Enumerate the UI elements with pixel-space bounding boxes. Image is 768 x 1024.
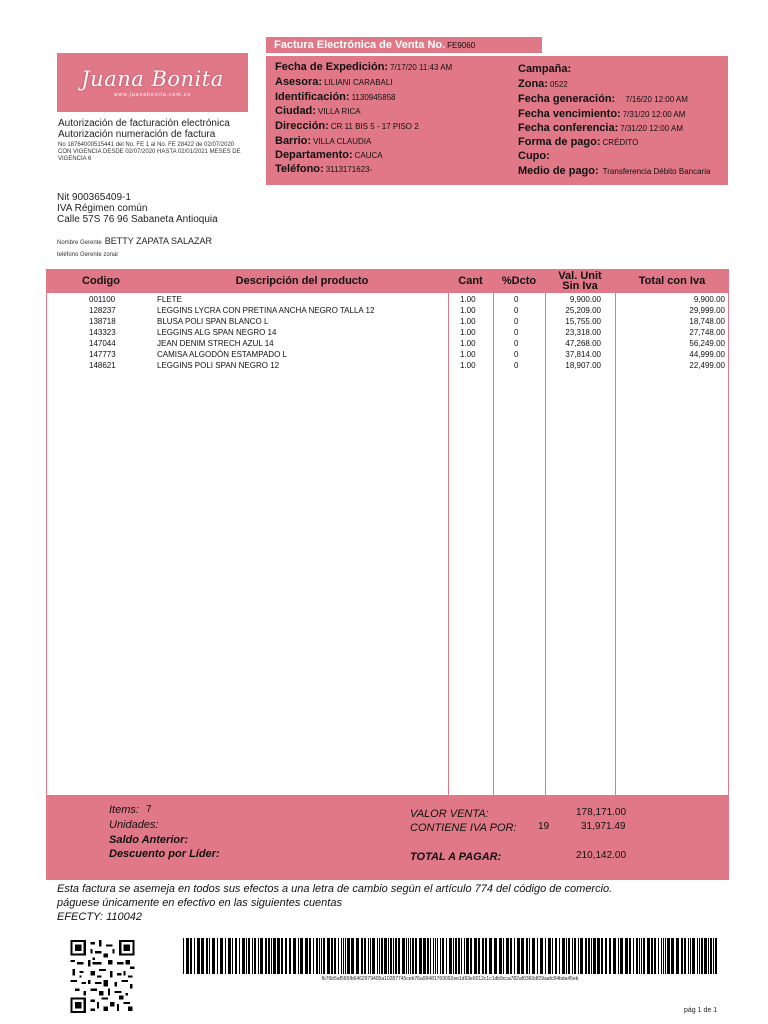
items-value: 7	[146, 804, 152, 815]
table-row: 143323 LEGGINS ALG SPAN NEGRO 14 1.00 0 23,318.00 27,748.00	[89, 328, 725, 337]
table-row: 128237 LEGGINS LYCRA CON PRETINA ANCHA NEGRO TALLA 12 1.00 0 25,209.00 29,999.00	[89, 306, 725, 315]
company-logo	[57, 53, 248, 112]
auth-line-1: Autorización de facturación electrónica	[58, 118, 230, 129]
gerente-row	[57, 236, 212, 246]
table-row: 148621 LEGGINS POLI SPAN NEGRO 12 1.00 0 18,907.00 22,499.00	[89, 361, 725, 370]
valor-venta-label: VALOR VENTA:	[410, 808, 489, 820]
invoice-title-label: Factura Electrónica de Venta No.	[274, 39, 446, 51]
info-cupo: Cupo:	[518, 150, 550, 162]
total-pagar-label: TOTAL A PAGAR:	[410, 851, 502, 863]
info-fecha-vencimiento: Fecha vencimiento: 7/31/20 12:00 AM	[518, 108, 686, 120]
logo-text: Juana Bonita	[81, 67, 224, 91]
company-nit: Nit 900365409-1	[57, 192, 131, 203]
auth-resolution: No 18764000515441 del No. FE 1 al No. FE 28422 de 02/07/2020 CON VIGENCIA DESDE 02/07/2020 HASTA 02/01/2021 MESES DE VIGENCIA 6	[58, 142, 241, 162]
total-pagar-value: 210,142.00	[576, 850, 627, 861]
header-codigo: Codigo	[82, 275, 120, 287]
table-row: 147044 JEAN DENIM STRECH AZUL 14 1.00 0 47,268.00 56,249.00	[89, 339, 725, 348]
note-line-1: Esta factura se asemeja en todos sus efectos a una letra de cambio según el artículo 774 del código de comercio.	[57, 883, 613, 895]
info-identificacion: Identificación: 1130945858	[275, 91, 396, 103]
info-campana: Campaña:	[518, 63, 572, 75]
iva-label: CONTIENE IVA POR:	[410, 822, 517, 834]
descuento-lider-label: Descuento por Líder:	[109, 848, 220, 860]
info-asesora: Asesora: LILIANI CARABALI	[275, 76, 393, 88]
info-departamento: Departamento: CAUCA	[275, 149, 383, 161]
items-table-header	[46, 269, 729, 293]
info-medio-pago: Medio de pago: Transferencia Débito Bancaria	[518, 165, 711, 177]
info-zona: Zona: 0522	[518, 78, 568, 90]
header-val-unit: Val. Unit Sin Iva	[558, 270, 602, 292]
note-line-3: EFECTY: 110042	[57, 911, 142, 923]
company-iva: IVA Régimen común	[57, 203, 148, 214]
gerente-value: BETTY ZAPATA SALAZAR	[104, 236, 213, 246]
iva-value: 31,971.49	[581, 821, 626, 832]
invoice-title	[266, 37, 542, 53]
header-descripcion: Descripción del producto	[235, 275, 369, 287]
info-telefono: Teléfono: 3113171623-	[275, 163, 373, 175]
note-line-2: páguese únicamente en efectivo en las siguientes cuentas	[57, 897, 342, 909]
tel-zonal-label: teléfono Gerente zonal	[57, 252, 118, 258]
auth-line-2: Autorización numeración de factura	[58, 129, 216, 140]
totals-box	[46, 795, 729, 880]
info-forma-pago: Forma de pago: CRÉDITO	[518, 136, 639, 148]
iva-rate: 19	[538, 821, 550, 832]
qr-code	[70, 940, 135, 1013]
info-direccion: Dirección: CR 11 BIS 5 - 17 PISO 2	[275, 120, 419, 132]
items-table-body	[46, 293, 729, 795]
header-cant: Cant	[458, 275, 483, 287]
invoice-number: FE9060	[447, 40, 476, 50]
info-fecha-conferencia: Fecha conferencia: 7/31/20 12:00 AM	[518, 122, 683, 134]
invoice-info-box	[266, 56, 728, 185]
info-ciudad: Ciudad: VILLA RICA	[275, 105, 361, 117]
items-label: Items:	[109, 804, 139, 816]
table-row: 001100 FLETE 1.00 0 9,900.00 9,900.00	[89, 295, 725, 304]
logo-site: www.juanabonita.com.co	[113, 92, 192, 98]
table-row: 138718 BLUSA POLI SPAN BLANCO L 1.00 0 15,755.00 18,748.00	[89, 317, 725, 326]
barcode-hash: fb76b5af565fb6462979405a10287745ceb76a99481769092ee1d93e0012c1c1db9cca782af0360df29aafc84bda45eb	[321, 976, 579, 982]
barcode	[183, 938, 717, 974]
company-address: Calle 57S 76 96 Sabaneta Antioquia	[57, 214, 218, 225]
info-fecha-generacion: Fecha generación: 7/16/20 12:00 AM	[518, 93, 688, 105]
gerente-label: Nombre Gerente	[57, 240, 102, 246]
info-fecha-expedicion: Fecha de Expedición: 7/17/20 11:43 AM	[275, 61, 453, 73]
header-total: Total con Iva	[638, 275, 706, 287]
unidades-label: Unidades:	[109, 819, 159, 831]
page-number: pág 1 de 1	[684, 1007, 718, 1014]
saldo-anterior-label: Saldo Anterior:	[109, 834, 189, 846]
table-row: 147773 CAMISA ALGODÓN ESTAMPADO L 1.00 0 37,814.00 44,999.00	[89, 350, 725, 359]
header-dcto: %Dcto	[501, 275, 537, 287]
info-barrio: Barrio: VILLA CLAUDIA	[275, 135, 372, 147]
valor-venta-value: 178,171.00	[576, 807, 627, 818]
